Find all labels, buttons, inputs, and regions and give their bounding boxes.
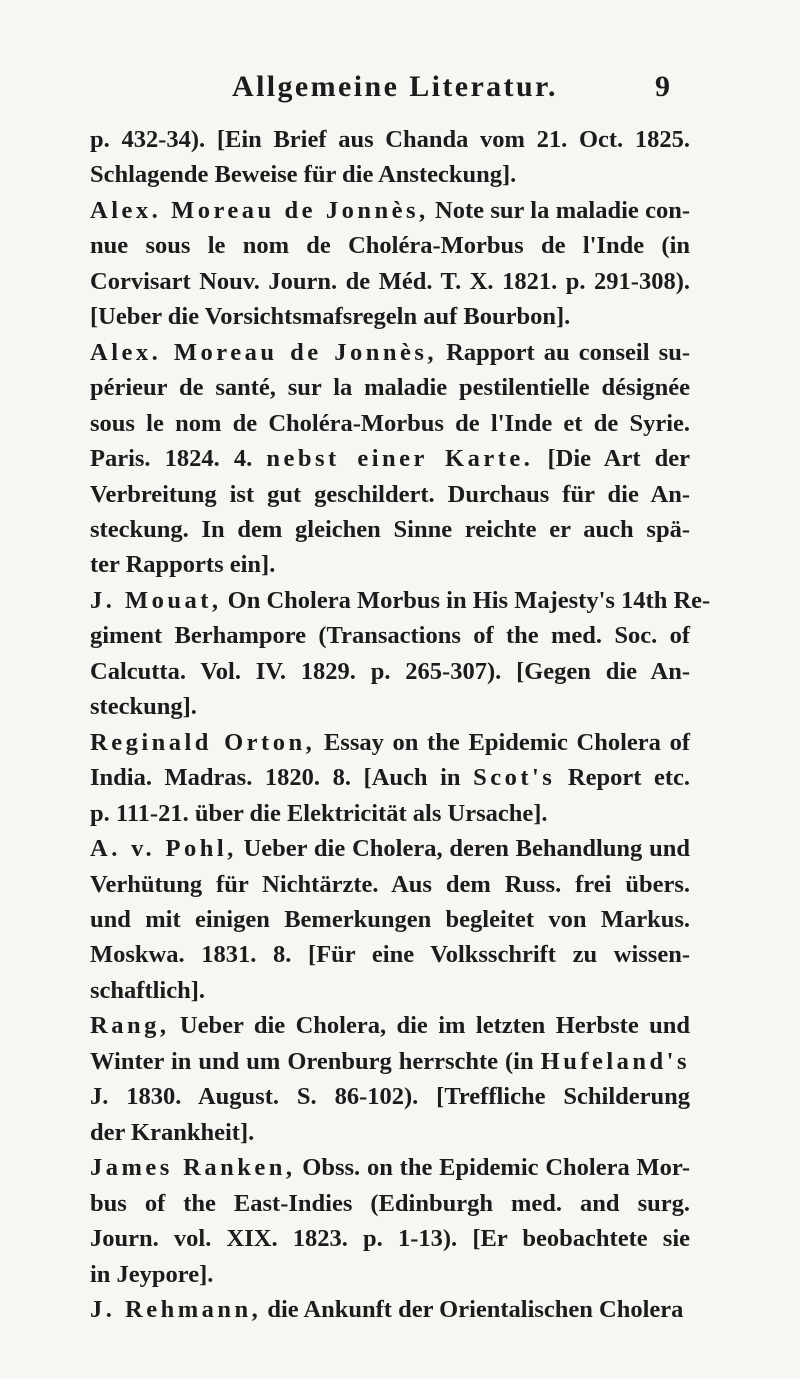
entry-line: bus of the East-Indies (Edinburgh med. and surg.	[90, 1189, 690, 1217]
entry-line: périeur de santé, sur la maladie pestilentielle désignée	[90, 374, 690, 402]
entry-line: J. Rehmann, die Ankunft der Orientalischen Cholera	[90, 1295, 684, 1323]
entry-line: sous le nom de Choléra-Morbus de l'Inde et de Syrie.	[90, 409, 690, 437]
entry-line: [Ueber die Vorsichtsmafsregeln auf Bourbon].	[90, 303, 571, 331]
entry-line: Journ. vol. XIX. 1823. p. 1-13). [Er beobachtete sie	[90, 1225, 690, 1253]
entry-author: J. Rehmann,	[90, 1295, 262, 1323]
bibliography-list	[90, 122, 711, 1327]
entry-line: der Krankheit].	[90, 1118, 255, 1146]
entry-line: steckung].	[90, 693, 197, 721]
entry-line: giment Berhampore (Transactions of the med. Soc. of	[90, 622, 690, 650]
bibliography-entry	[90, 122, 690, 193]
bibliography-entry	[90, 725, 690, 831]
bibliography-entry	[90, 1292, 690, 1327]
bibliography-entry	[90, 335, 690, 583]
entry-line: Alex. Moreau de Jonnès, Rapport au conseil su-	[90, 338, 690, 366]
entry-line: Paris. 1824. 4. nebst einer Karte. [Die Art der	[90, 445, 690, 473]
entry-line: p. 432-34). [Ein Brief aus Chanda vom 21. Oct. 1825.	[90, 126, 690, 153]
entry-line: schaftlich].	[90, 976, 205, 1004]
entry-line: Winter in und um Orenburg herrschte (in Hufeland's	[90, 1047, 691, 1075]
entry-line: Alex. Moreau de Jonnès, Note sur la maladie con-	[90, 196, 691, 224]
entry-line: ter Rapports ein].	[90, 551, 276, 579]
bibliography-entry	[90, 1008, 690, 1150]
entry-line: Verbreitung ist gut geschildert. Durchaus für die An-	[90, 480, 690, 508]
entry-author: James Ranken,	[90, 1154, 296, 1182]
running-header	[0, 70, 800, 110]
bibliography-entry	[90, 583, 711, 725]
entry-line: A. v. Pohl, Ueber die Cholera, deren Behandlung und	[90, 835, 691, 863]
entry-line: Corvisart Nouv. Journ. de Méd. T. X. 1821. p. 291-308).	[90, 267, 690, 295]
entry-line: Moskwa. 1831. 8. [Für eine Volksschrift zu wissen-	[90, 941, 690, 969]
entry-author: Reginald Orton,	[90, 728, 316, 756]
entry-line: Calcutta. Vol. IV. 1829. p. 265-307). [Gegen die An-	[90, 657, 690, 685]
page-number: 9	[655, 70, 670, 103]
running-title: Allgemeine Literatur.	[232, 70, 558, 103]
entry-line: p. 111-21. über die Elektricität als Ursache].	[90, 799, 548, 827]
entry-line: in Jeypore].	[90, 1260, 214, 1288]
entry-line: Rang, Ueber die Cholera, die im letzten Herbste und	[90, 1012, 691, 1040]
entry-author: A. v. Pohl,	[90, 835, 237, 863]
entry-line: steckung. In dem gleichen Sinne reichte er auch spä-	[90, 515, 690, 543]
entry-line: nue sous le nom de Choléra-Morbus de l'Inde (in	[90, 232, 690, 260]
bibliography-entry	[90, 193, 690, 335]
entry-author: J. Mouat,	[90, 586, 222, 614]
entry-author: Alex. Moreau de Jonnès,	[90, 338, 437, 366]
entry-line: India. Madras. 1820. 8. [Auch in Scot's Report etc.	[90, 764, 691, 792]
bibliography-entry	[90, 1150, 690, 1292]
entry-line: J. 1830. August. S. 86-102). [Treffliche Schilderung	[90, 1083, 690, 1111]
entry-author: Alex. Moreau de Jonnès,	[90, 196, 429, 224]
entry-line: J. Mouat, On Cholera Morbus in His Majesty's 14th Re-	[90, 586, 711, 614]
bibliography-entry	[90, 831, 690, 1008]
entry-author: Rang,	[90, 1012, 170, 1040]
entry-line: und mit einigen Bemerkungen begleitet von Markus.	[90, 905, 690, 933]
entry-line: James Ranken, Obss. on the Epidemic Cholera Mor-	[90, 1154, 691, 1182]
entry-line: Verhütung für Nichtärzte. Aus dem Russ. frei übers.	[90, 870, 690, 898]
entry-line: Reginald Orton, Essay on the Epidemic Cholera of	[90, 728, 691, 756]
entry-line: Schlagende Beweise für die Ansteckung].	[90, 161, 517, 189]
